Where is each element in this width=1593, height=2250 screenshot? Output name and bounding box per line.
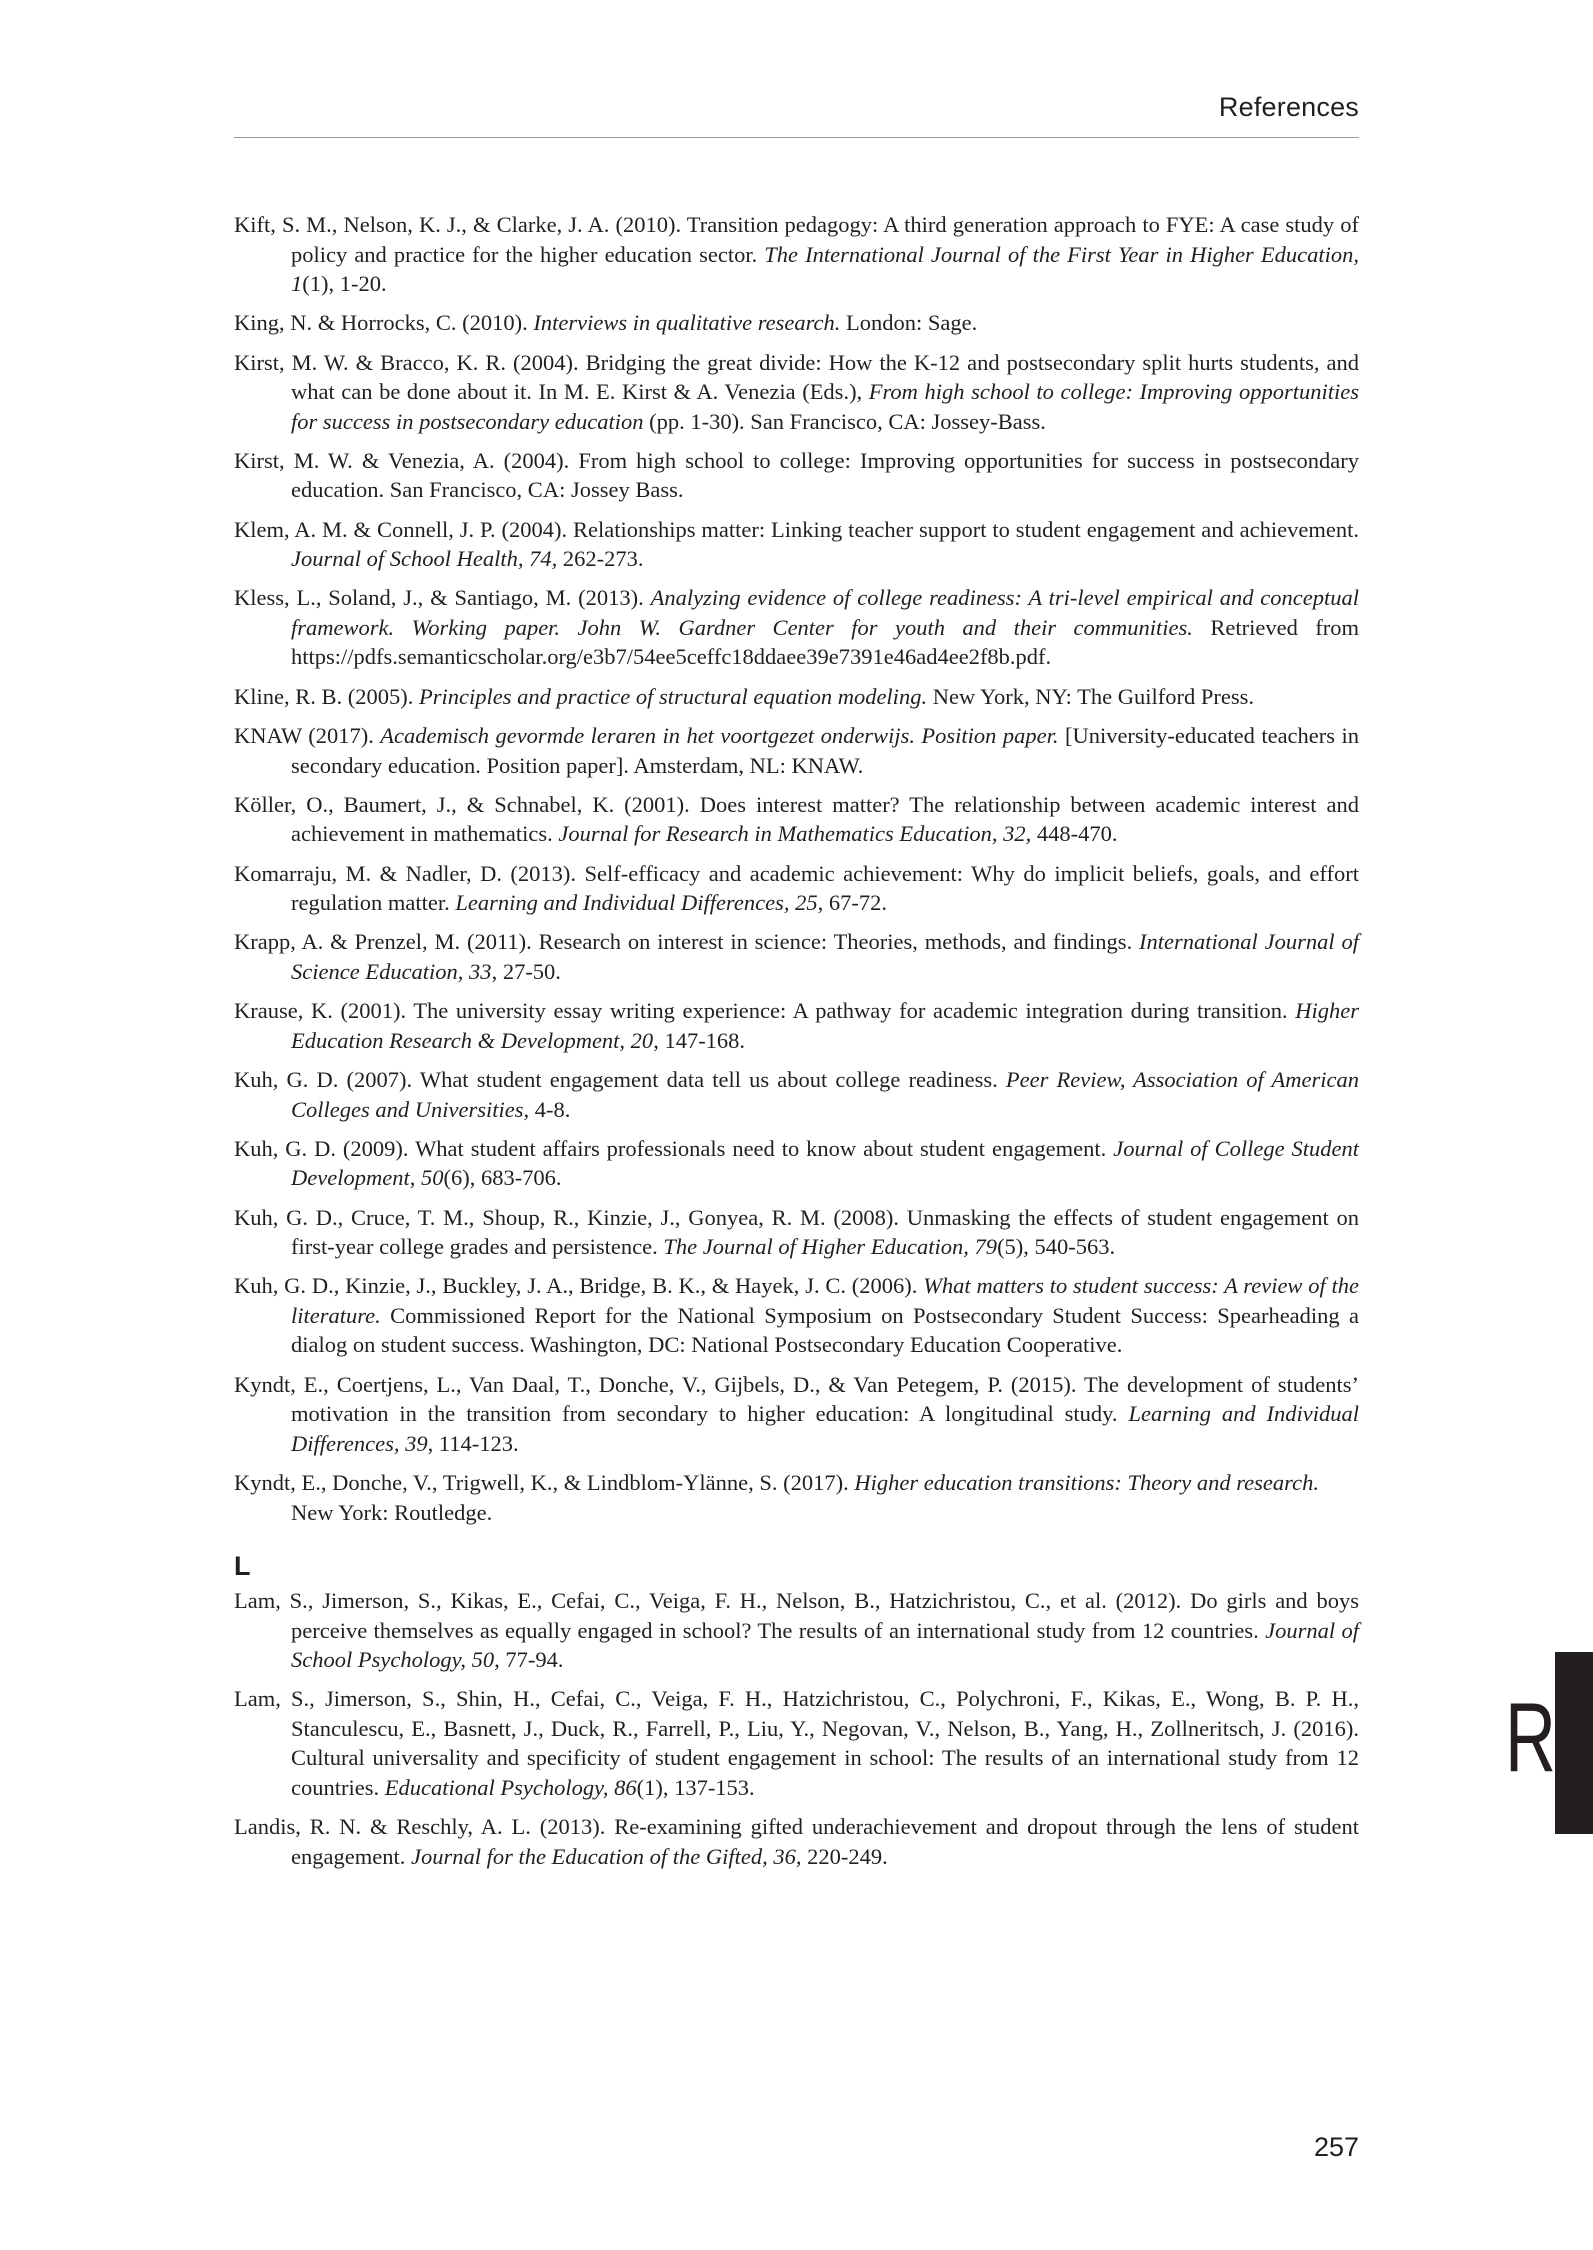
reference-text: , 77-94.: [494, 1647, 564, 1673]
reference-text: , 147-168.: [653, 1027, 746, 1053]
reference-italic-title: Learning and Individual Differences, 39: [291, 1401, 1359, 1456]
reference-italic-title: Journal for the Education of the Gifted, 36,: [410, 1843, 802, 1869]
reference-entry: [234, 1370, 1359, 1459]
reference-italic-title: Analyzing evidence of college readiness: A tri-level empirical and conceptual framework. Working paper. John W. Gardner Center for youth and their communities.: [291, 585, 1360, 640]
reference-entry: [234, 682, 1359, 712]
reference-italic-title: Interviews in qualitative research.: [533, 310, 841, 336]
reference-text: Lam, S., Jimerson, S., Kikas, E., Cefai, C., Veiga, F. H., Nelson, B., Hatzichristou, C., et al. (2012). Do girls and boys perceive themselves as equally engaged in school? The results of an international study from 12 countries.: [234, 1588, 1359, 1643]
reference-text: 4-8.: [529, 1096, 571, 1122]
section-thumb-tab: [1555, 1652, 1593, 1834]
reference-text: KNAW (2017).: [234, 723, 381, 749]
reference-entry: [234, 1271, 1359, 1360]
reference-italic-title: From high school to college: Improving opportunities for success in postsecondary education: [291, 379, 1359, 434]
reference-italic-title: Journal of School Psychology, 50: [291, 1617, 1359, 1673]
reference-text: London: Sage.: [840, 310, 978, 336]
reference-italic-title: International Journal of Science Education, 33: [291, 929, 1359, 984]
reference-text: Kuh, G. D., Cruce, T. M., Shoup, R., Kinzie, J., Gonyea, R. M. (2008). Unmasking the effects of student engagement on first-year college grades and persistence.: [234, 1204, 1359, 1260]
reference-text: (5), 540-563.: [997, 1234, 1116, 1260]
reference-italic-title: Journal for Research in Mathematics Education, 32,: [558, 821, 1032, 847]
reference-entry: [234, 1684, 1359, 1802]
reference-entry: [234, 1203, 1359, 1262]
reference-entry: [234, 927, 1359, 986]
reference-entry: [234, 446, 1359, 505]
reference-text: Köller, O., Baumert, J., & Schnabel, K. (2001). Does interest matter? The relationship between academic interest and achievement in mathematics.: [234, 791, 1359, 847]
reference-italic-title: Higher education transitions: Theory and research.: [854, 1470, 1319, 1496]
reference-entry: [234, 1134, 1359, 1193]
reference-text: (1), 137-153.: [636, 1774, 755, 1800]
header-divider: [234, 137, 1359, 138]
reference-text: (6), 683-706.: [443, 1165, 562, 1191]
reference-text: King, N. & Horrocks, C. (2010).: [234, 310, 534, 336]
reference-text: Komarraju, M. & Nadler, D. (2013). Self-efficacy and academic achievement: Why do implicit beliefs, goals, and effort regulation matter.: [234, 860, 1359, 916]
reference-text: 262-273.: [557, 546, 644, 572]
reference-entry: [234, 1812, 1359, 1871]
reference-text: Kyndt, E., Coertjens, L., Van Daal, T., Donche, V., Gijbels, D., & Van Petegem, P. (2015). The development of students’ motivation in the transition from secondary to higher education: A longitudinal study.: [234, 1371, 1359, 1427]
reference-entry: [234, 790, 1359, 849]
reference-text: Kyndt, E., Donche, V., Trigwell, K., & Lindblom-Ylänne, S. (2017).: [234, 1470, 855, 1496]
reference-text: Commissioned Report for the National Symposium on Postsecondary Student Success: Spearheading a dialog on student success. Washington, DC: National Postsecondary Education Cooperative.: [291, 1302, 1359, 1358]
reference-text: [University-educated teachers in secondary education. Position paper]. Amsterdam, NL: KNAW.: [291, 723, 1359, 778]
reference-italic-title: Academisch gevormde leraren in het voortgezet onderwijs. Position paper.: [380, 723, 1059, 749]
reference-italic-title: Principles and practice of structural equation modeling.: [419, 683, 928, 709]
reference-entry: [234, 515, 1359, 574]
reference-text: (1), 1-20.: [302, 271, 387, 296]
section-tab-letter: R: [1505, 1682, 1556, 1792]
reference-italic-title: The International Journal of the First Year in Higher Education, 1: [291, 241, 1359, 296]
reference-text: Klem, A. M. & Connell, J. P. (2004). Relationships matter: Linking teacher support to student engagement and achievement.: [234, 516, 1359, 542]
reference-entry: [234, 1586, 1359, 1675]
reference-entry: [234, 859, 1359, 918]
reference-text: Lam, S., Jimerson, S., Shin, H., Cefai, C., Veiga, F. H., Hatzichristou, C., Polychroni, F., Kikas, E., Wong, B. P. H., Stanculescu, E., Basnett, J., Duck, R., Farrell, P., Liu, Y., Negovan, V., Nelson, B., Yang, H., Zollneritsch, J. (2016). Cultural universality and specificity of student engagement in school: The results of an international study from 12 countries.: [234, 1686, 1359, 1800]
reference-group-l: [234, 1586, 1359, 1871]
reference-text: , 67-72.: [817, 890, 887, 916]
reference-entry: [234, 210, 1359, 299]
reference-italic-title: Higher Education Research & Development, 20: [291, 998, 1359, 1053]
reference-entry: [234, 1065, 1359, 1124]
reference-text: , 114-123.: [427, 1430, 519, 1456]
reference-entry: [234, 348, 1359, 437]
reference-text: Kift, S. M., Nelson, K. J., & Clarke, J. A. (2010). Transition pedagogy: A third generation approach to FYE: A case study of policy and practice for the higher education sector.: [234, 212, 1359, 267]
reference-text: 448-470.: [1031, 821, 1118, 847]
reference-text: Krause, K. (2001). The university essay writing experience: A pathway for academic integration during transition.: [234, 998, 1296, 1024]
reference-entry: [234, 583, 1359, 672]
reference-text: New York: Routledge.: [291, 1499, 493, 1525]
section-heading-l: L: [234, 1551, 251, 1582]
reference-text: Kuh, G. D., Kinzie, J., Buckley, J. A., Bridge, B. K., & Hayek, J. C. (2006).: [234, 1273, 924, 1299]
reference-italic-title: What matters to student success: A review of the literature.: [291, 1273, 1359, 1328]
page-number: 257: [1313, 2132, 1359, 2162]
reference-text: , 27-50.: [491, 958, 561, 984]
reference-text: Kirst, M. W. & Bracco, K. R. (2004). Bridging the great divide: How the K-12 and postsecondary split hurts students, and what can be done about it. In M. E. Kirst & A. Venezia (Eds.),: [234, 349, 1359, 405]
reference-italic-title: Learning and Individual Differences, 25: [455, 890, 818, 916]
reference-text: New York, NY: The Guilford Press.: [927, 683, 1254, 709]
reference-text: Kuh, G. D. (2007). What student engagement data tell us about college readiness.: [234, 1067, 1006, 1093]
reference-italic-title: Peer Review, Association of American Colleges and Universities,: [291, 1067, 1359, 1122]
reference-italic-title: Educational Psychology, 86: [384, 1774, 637, 1800]
reference-entry: [234, 1468, 1359, 1527]
reference-text: Landis, R. N. & Reschly, A. L. (2013). Re-examining gifted underachievement and dropout through the lens of student engagement.: [234, 1814, 1359, 1869]
reference-text: 220-249.: [801, 1843, 888, 1869]
reference-text: Retrieved from https://pdfs.semanticscholar.org/e3b7/54ee5ceffc18ddaee39e7391e46ad4ee2f8b.pdf.: [291, 614, 1360, 670]
reference-entry: [234, 721, 1359, 780]
running-header-title: References: [1218, 92, 1359, 122]
reference-text: Kless, L., Soland, J., & Santiago, M. (2013).: [234, 585, 651, 611]
reference-text: Kuh, G. D. (2009). What student affairs professionals need to know about student engagement.: [234, 1135, 1114, 1161]
reference-group-k: [234, 210, 1359, 1527]
reference-text: Kline, R. B. (2005).: [234, 683, 419, 709]
reference-text: (pp. 1-30). San Francisco, CA: Jossey-Bass.: [643, 408, 1046, 434]
reference-list: [234, 210, 1359, 1881]
reference-italic-title: Journal of College Student Development, 50: [291, 1135, 1359, 1191]
reference-entry: [234, 308, 1359, 338]
reference-italic-title: Journal of School Health, 74,: [291, 546, 558, 572]
reference-entry: [234, 996, 1359, 1055]
reference-italic-title: The Journal of Higher Education, 79: [663, 1234, 998, 1260]
reference-text: Krapp, A. & Prenzel, M. (2011). Research on interest in science: Theories, methods, and findings.: [234, 929, 1140, 955]
reference-text: Kirst, M. W. & Venezia, A. (2004). From high school to college: Improving opportunities for success in postsecondary education. San Francisco, CA: Jossey Bass.: [234, 447, 1359, 503]
